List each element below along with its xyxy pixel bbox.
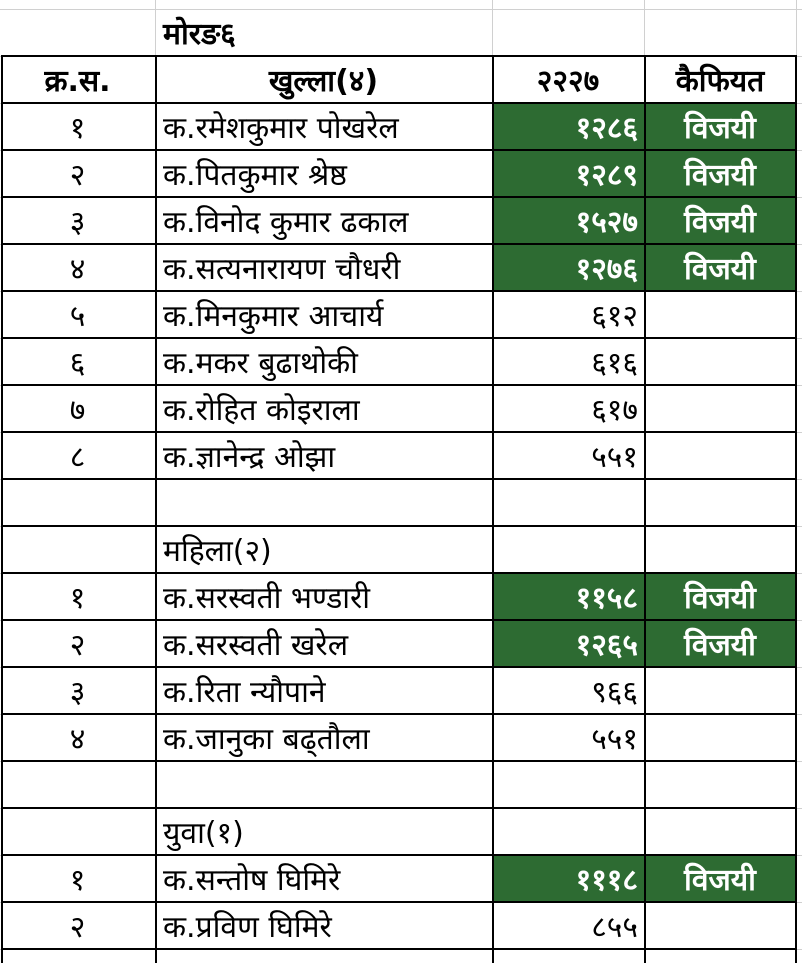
votes-cell[interactable]: ११५८: [492, 573, 644, 620]
table-row: [0, 150, 802, 197]
cell-border: [1, 525, 797, 527]
serial-cell[interactable]: ५: [69, 299, 86, 334]
cell-border: [795, 56, 797, 963]
section-row-youth: [0, 808, 802, 855]
serial-cell[interactable]: ४: [69, 722, 86, 757]
serial-cell[interactable]: २: [69, 910, 86, 945]
table-row: [0, 902, 802, 949]
cell[interactable]: [155, 761, 492, 808]
cell[interactable]: [644, 9, 796, 56]
cell[interactable]: [644, 479, 796, 526]
cell[interactable]: [644, 808, 796, 855]
table-row: [0, 291, 802, 338]
name-cell[interactable]: क.सरस्वती भण्डारी: [163, 581, 371, 616]
cell-border: [492, 56, 494, 963]
table-row: [0, 620, 802, 667]
cell[interactable]: [644, 526, 796, 573]
grid-line: [0, 9, 802, 10]
remarks-cell[interactable]: विजयी: [644, 573, 796, 620]
remarks-cell[interactable]: [644, 338, 796, 385]
name-cell[interactable]: क.सन्तोष घिमिरे: [163, 863, 341, 898]
votes-cell[interactable]: १२८६: [492, 103, 644, 150]
header-serial[interactable]: क्र.स.: [44, 64, 111, 99]
cell-border: [1, 196, 797, 198]
remarks-cell[interactable]: [644, 385, 796, 432]
votes-cell[interactable]: १५२७: [492, 197, 644, 244]
table-row: [0, 244, 802, 291]
name-cell[interactable]: क.सरस्वती खरेल: [163, 628, 349, 663]
cell-border: [1, 55, 797, 57]
cell-border: [155, 56, 157, 963]
name-cell[interactable]: क.रोहित कोइराला: [163, 393, 360, 428]
cell-border: [1, 760, 797, 762]
cell-border: [1, 478, 797, 480]
remarks-cell[interactable]: [644, 714, 796, 761]
cell[interactable]: [644, 761, 796, 808]
votes-cell[interactable]: १२७६: [492, 244, 644, 291]
cell[interactable]: [492, 526, 644, 573]
table-row: [0, 385, 802, 432]
name-cell[interactable]: क.ज्ञानेन्द्र ओझा: [163, 440, 336, 475]
serial-cell[interactable]: २: [69, 158, 86, 193]
header-votes[interactable]: २२२७: [536, 64, 600, 99]
remarks-cell[interactable]: [644, 667, 796, 714]
votes-cell[interactable]: ६१६: [591, 346, 638, 381]
cell-border: [1, 666, 797, 668]
cell-border: [1, 337, 797, 339]
cell[interactable]: [0, 479, 155, 526]
cell[interactable]: [492, 479, 644, 526]
cell-border: [1, 102, 797, 104]
section-label-youth[interactable]: युवा(१): [163, 816, 244, 851]
remarks-cell[interactable]: [644, 432, 796, 479]
cell[interactable]: [0, 526, 155, 573]
table-row: [0, 714, 802, 761]
table-row: [0, 667, 802, 714]
cell[interactable]: [0, 761, 155, 808]
votes-cell[interactable]: ८५५: [591, 910, 638, 945]
votes-cell[interactable]: ९६६: [591, 675, 638, 710]
serial-cell[interactable]: ६: [69, 346, 86, 381]
cell-border: [1, 901, 797, 903]
remarks-cell[interactable]: विजयी: [644, 103, 796, 150]
header-name[interactable]: खुल्ला(४): [268, 64, 379, 99]
group-title[interactable]: मोरङ६: [163, 17, 236, 52]
name-cell[interactable]: क.विनोद कुमार ढकाल: [163, 205, 409, 240]
cell-border: [1, 384, 797, 386]
name-cell[interactable]: क.सत्यनारायण चौधरी: [163, 252, 401, 287]
cell[interactable]: [492, 808, 644, 855]
cell-border: [644, 56, 646, 963]
cell[interactable]: [155, 479, 492, 526]
cell-border: [1, 243, 797, 245]
serial-cell[interactable]: ८: [69, 440, 86, 475]
serial-cell[interactable]: १: [69, 111, 86, 146]
table-row: [0, 573, 802, 620]
votes-cell[interactable]: १११८: [492, 855, 644, 902]
name-cell[interactable]: क.मिनकुमार आचार्य: [163, 299, 384, 334]
cell[interactable]: [0, 9, 155, 56]
name-cell[interactable]: क.रमेशकुमार पोखरेल: [163, 111, 399, 146]
remarks-cell[interactable]: विजयी: [644, 855, 796, 902]
votes-cell[interactable]: १२६५: [492, 620, 644, 667]
remarks-cell[interactable]: [644, 291, 796, 338]
cell-border: [1, 854, 797, 856]
table-row: [0, 855, 802, 902]
votes-cell[interactable]: ५५१: [591, 440, 638, 475]
serial-cell[interactable]: १: [69, 581, 86, 616]
cell-border: [1, 948, 797, 950]
serial-cell[interactable]: ७: [69, 393, 86, 428]
votes-cell[interactable]: ६१७: [591, 393, 638, 428]
remarks-cell[interactable]: विजयी: [644, 197, 796, 244]
name-cell[interactable]: क.पितकुमार श्रेष्ठ: [163, 158, 347, 193]
cell-border: [1, 619, 797, 621]
blank-row: [0, 479, 802, 526]
serial-cell[interactable]: १: [69, 863, 86, 898]
cell-border: [1, 807, 797, 809]
serial-cell[interactable]: ३: [69, 675, 86, 710]
cell-border: [1, 290, 797, 292]
cell-border: [1, 149, 797, 151]
table-row: [0, 338, 802, 385]
votes-cell[interactable]: ५५१: [591, 722, 638, 757]
name-cell[interactable]: क.जानुका बढ्तौला: [163, 722, 370, 757]
header-row: [0, 56, 802, 103]
serial-cell[interactable]: ३: [69, 205, 86, 240]
serial-cell[interactable]: ४: [69, 252, 86, 287]
cell-border: [1, 431, 797, 433]
remarks-cell[interactable]: [644, 902, 796, 949]
name-cell[interactable]: क.प्रविण घिमिरे: [163, 910, 332, 945]
table-row: [0, 432, 802, 479]
table-row: [0, 197, 802, 244]
cell[interactable]: [0, 808, 155, 855]
name-cell[interactable]: क.रिता न्यौपाने: [163, 675, 326, 710]
blank-row: [0, 761, 802, 808]
group-title-row: [0, 9, 802, 56]
cell-border: [1, 572, 797, 574]
remarks-cell[interactable]: विजयी: [644, 150, 796, 197]
cell[interactable]: [492, 761, 644, 808]
serial-cell[interactable]: २: [69, 628, 86, 663]
remarks-cell[interactable]: विजयी: [644, 620, 796, 667]
table-row: [0, 103, 802, 150]
section-row-women: [0, 526, 802, 573]
votes-cell[interactable]: १२८९: [492, 150, 644, 197]
votes-cell[interactable]: ६१२: [591, 299, 638, 334]
remarks-cell[interactable]: विजयी: [644, 244, 796, 291]
cell[interactable]: [492, 9, 644, 56]
section-label-women[interactable]: महिला(२): [163, 534, 272, 569]
header-remarks[interactable]: कैफियत: [675, 64, 765, 99]
name-cell[interactable]: क.मकर बुढाथोकी: [163, 346, 358, 381]
cell-border: [1, 713, 797, 715]
cell-border: [1, 56, 3, 963]
